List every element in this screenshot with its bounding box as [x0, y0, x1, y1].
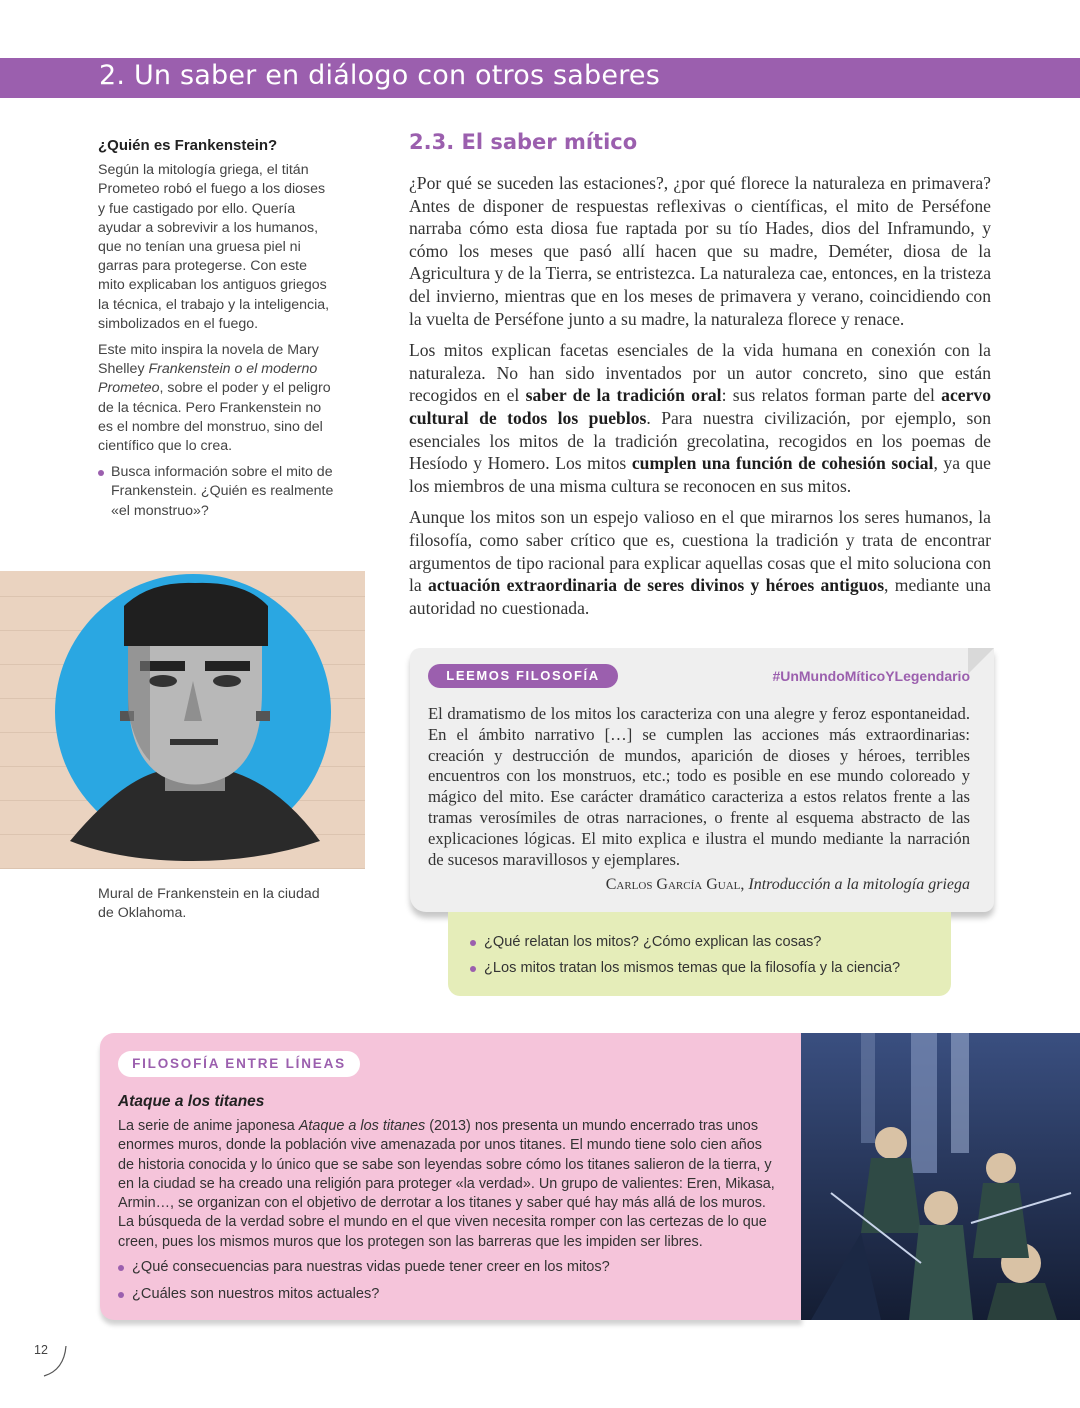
reading-work: Introducción a la mitología griega	[748, 876, 970, 893]
frankenstein-mural-image	[0, 571, 365, 869]
sidebar-heading: ¿Quién es Frankenstein?	[98, 137, 278, 154]
sidebar-box	[98, 136, 334, 521]
page-fold-decoration	[968, 648, 994, 674]
page-number: 12	[34, 1343, 48, 1357]
reading-question: ¿Qué relatan los mitos? ¿Cómo explican las cosas?	[470, 934, 821, 950]
paragraph-1: ¿Por qué se suceden las estaciones?, ¿por qué florece la naturaleza en primavera? Antes de disponer de respuestas reflexivas o científicas, el mito de Perséfone narraba cómo esta diosa fue raptada por su tío Hades, dios del Inframundo, y cómo los meses que pasó allí hacen que su madre, Deméter, diosa de la Agricultura y de la Tierra, se entristezca. La naturaleza cae, entonces, en la tristeza del invierno, mientras que en los meses de primavera y verano, coincidiendo con la vuelta de Perséfone junto a su madre, la naturaleza florece y renace.	[409, 173, 991, 329]
entre-lineas-label: FILOSOFÍA ENTRE LÍNEAS	[118, 1051, 360, 1077]
reading-question: ¿Los mitos tratan los mismos temas que la filosofía y la ciencia?	[470, 960, 900, 976]
paragraph-3: Aunque los mitos son un espejo valioso en el que mirarnos los seres humanos, la filosofía, como saber crítico que es, cuestiona la tradición y trata de encontrar argumentos de tipo racional para explicar aquellas cosas que el mito soluciona con la actuación extraordinaria de seres divinos y héroes antiguos, mediante una autoridad no cuestionada.	[409, 507, 991, 618]
reading-box	[410, 648, 994, 912]
page-corner-curve	[40, 1344, 70, 1378]
reading-quote: El dramatismo de los mitos los caracteriza con una alegre y feroz espontaneidad. En el ámbito narrativo […] se cumplen las acciones más extraordinarias: creación y destrucción de mundos, aparición de dioses y héroes, terribles encuentros con los monstruos, etc.; todo es posible en ese mundo coloreado y mágico del mito. Ese carácter dramático caracteriza a estos relatos frente a las tramas verosímiles de otras narraciones, o frente al esquema abstracto de las explicaciones lógicas. El mito explica e ilustra el mundo mediante la narración de sucesos maravillosos y ejemplares.	[428, 704, 970, 869]
section-title: 2.3. El saber mítico	[409, 130, 638, 154]
entre-lineas-question: ¿Qué consecuencias para nuestras vidas puede tener creer en los mitos?	[118, 1259, 610, 1275]
entre-lineas-title: Ataque a los titanes	[118, 1093, 265, 1110]
paragraph-2: Los mitos explican facetas esenciales de la vida humana en conexión con la naturaleza. No han sido inventados por un autor concreto, sino que están recogidos en el saber de la tradición oral: sus relatos forman parte del acervo cultural de todos los pueblos. Para nuestra civilización, por ejemplo, son esenciales los mitos de la tradición grecolatina, recogidos en los poemas de Hesíodo y Homero. Los mitos cumplen una función de cohesión social, ya que los miembros de una misma cultura se reconocen en sus mitos.	[409, 340, 991, 496]
reading-hashtag: #UnMundoMíticoYLegendario	[772, 668, 970, 684]
entre-lineas-question: ¿Cuáles son nuestros mitos actuales?	[118, 1286, 379, 1302]
sidebar-paragraph-1: Según la mitología griega, el titán Prometeo robó el fuego a los dioses y fue castigado por ello. Quería ayudar a sobrevivir a los humanos, que no tenían una gruesa piel ni garras para protegerse. Con este mito explicaban los antiguos griegos la técnica, el trabajo y la inteligencia, simbolizados en el fuego.	[98, 162, 330, 332]
sidebar-activity: Busca información sobre el mito de Frankenstein. ¿Quién es realmente «el monstruo»?	[98, 463, 334, 521]
entre-lineas-box	[100, 1033, 802, 1320]
image-caption: Mural de Frankenstein en la ciudad de Oklahoma.	[98, 886, 320, 921]
reading-label: LEEMOS FILOSOFÍA	[428, 664, 618, 688]
chapter-title: 2. Un saber en diálogo con otros saberes	[99, 60, 660, 91]
main-text	[409, 172, 991, 628]
attack-on-titan-image	[801, 1033, 1080, 1320]
entre-lineas-text: La serie de anime japonesa Ataque a los titanes (2013) nos presenta un mundo encerrado tras unos enormes muros, donde la población vive amenazada por unos titanes. El mundo tiene solo cien años de historia conocida y lo único que se sabe son leyendas sobre cómo los titanes salieron de la tierra, y en la ciudad se ha creado una religión para proteger «la verdad». Un grupo de valientes: Eren, Mikasa, Armin…, se organizan con el objetivo de derrotar a los titanes y saber qué hay más allá de los muros. La búsqueda de la verdad sobre el mundo en el que viven necesita romper con las certezas de lo que creen, pues los mismos muros que los protegen son las barreras que les impiden ser libres.	[118, 1118, 775, 1250]
sidebar-paragraph-2: Este mito inspira la novela de Mary Shelley Frankenstein o el moderno Prometeo, sobre el poder y el peligro de la técnica. Pero Frankenstein no es el nombre del monstruo, sino del científico que lo crea.	[98, 342, 331, 455]
chapter-header-band	[0, 58, 1080, 98]
reading-author: Carlos García Gual	[605, 876, 741, 893]
reading-questions-box	[448, 912, 951, 996]
reading-citation: Carlos García Gual, Introducción a la mitología griega	[605, 876, 970, 893]
